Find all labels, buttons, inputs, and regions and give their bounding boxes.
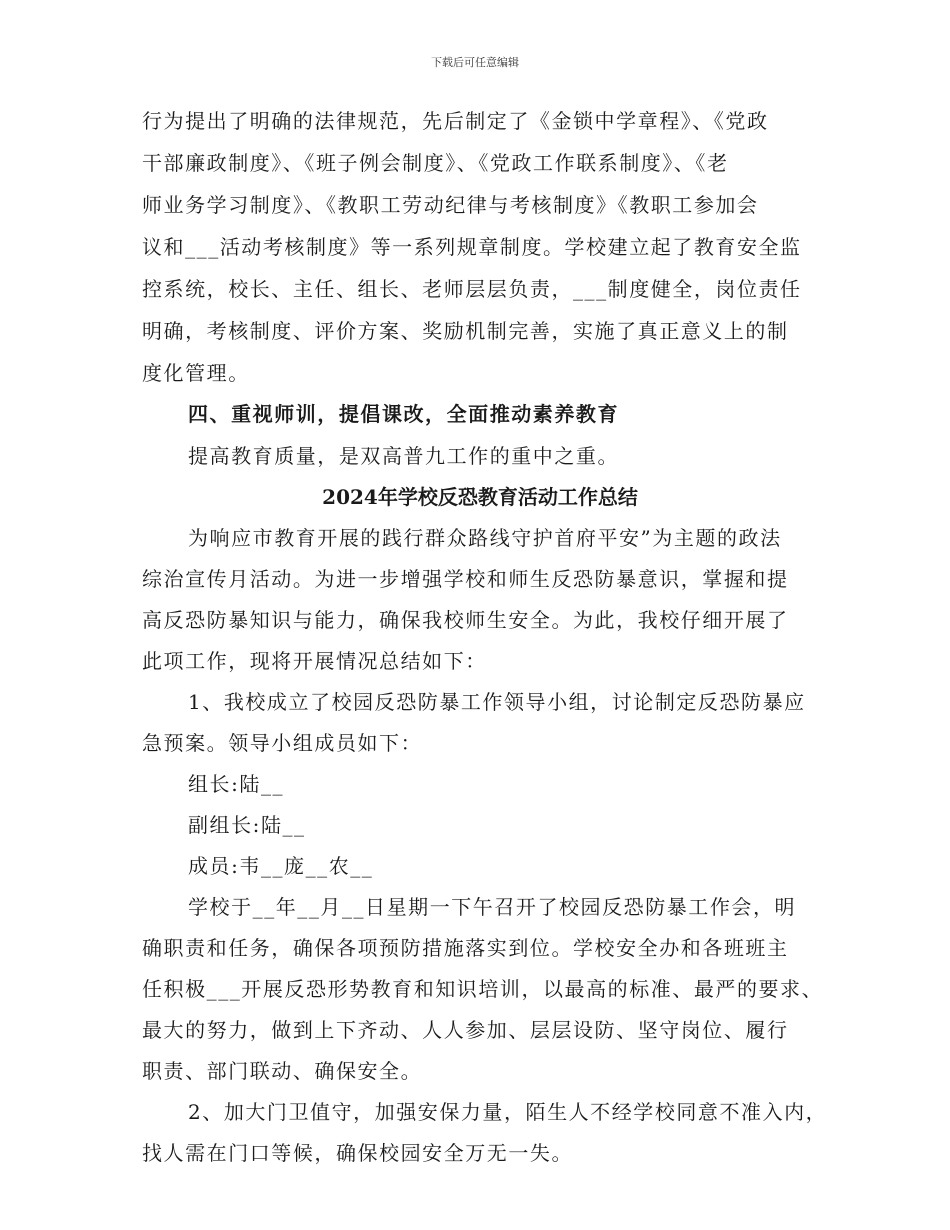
section-heading-4: 四、重视师训，提倡课改，全面推动素养教育: [188, 402, 619, 426]
text-line: 度化管理。: [142, 361, 250, 385]
text-line: 2、加大门卫值守，加强安保力量，陌生人不经学校同意不准入内，: [188, 1100, 828, 1124]
text-line: 高反恐防暴知识与能力，确保我校师生安全。为此，我校仔细开展了: [142, 608, 789, 632]
member-leader: 组长:陆__: [188, 772, 285, 796]
text-line: 行为提出了明确的法律规范，先后制定了《金锁中学章程》、《党政: [142, 109, 769, 133]
text-line: 控系统，校长、主任、组长、老师层层负责，___制度健全，岗位责任: [142, 277, 802, 301]
text-line: 议和___活动考核制度》等一系列规章制度。学校建立起了教育安全监: [142, 235, 802, 259]
text-line: 任积极___开展反恐形势教育和知识培训，以最高的标准、最严的要求、: [142, 977, 824, 1001]
text-line: 为响应市教育开展的践行群众路线守护首府平安”为主题的政法: [188, 526, 782, 550]
text-line: 最大的努力，做到上下齐动、人人参加、层层设防、坚守岗位、履行: [142, 1018, 789, 1042]
page-header: 下载后可任意编辑: [431, 56, 519, 69]
text-line: 干部廉政制度》、《班子例会制度》、《党政工作联系制度》、《老: [142, 151, 729, 175]
text-line: 明确，考核制度、评价方案、奖励机制完善，实施了真正意义上的制: [142, 319, 789, 343]
text-line: 急预案。领导小组成员如下：: [142, 731, 423, 755]
text-line: 职责、部门联动、确保安全。: [142, 1059, 423, 1083]
text-line: 综治宣传月活动。为进一步增强学校和师生反恐防暴意识，掌握和提: [142, 567, 789, 591]
text-line: 1、我校成立了校园反恐防暴工作领导小组，讨论制定反恐防暴应: [188, 690, 806, 714]
member-deputy: 副组长:陆__: [188, 813, 306, 837]
text-line: 确职责和任务，确保各项预防措施落实到位。学校安全办和各班班主: [142, 936, 789, 960]
document-title: 2024年学校反恐教育活动工作总结: [322, 485, 638, 509]
quality-paragraph: 提高教育质量，是双高普九工作的重中之重。: [188, 444, 619, 468]
text-line: 找人需在门口等候，确保校园安全万无一失。: [142, 1141, 573, 1165]
text-line: 学校于__年__月__日星期一下午召开了校园反恐防暴工作会，明: [188, 895, 797, 919]
member-others: 成员:韦__庞__农__: [188, 854, 374, 878]
text-line: 此项工作，现将开展情况总结如下：: [142, 649, 487, 673]
text-line: 师业务学习制度》、《教职工劳动纪律与考核制度》《教职工参加会: [142, 193, 759, 217]
